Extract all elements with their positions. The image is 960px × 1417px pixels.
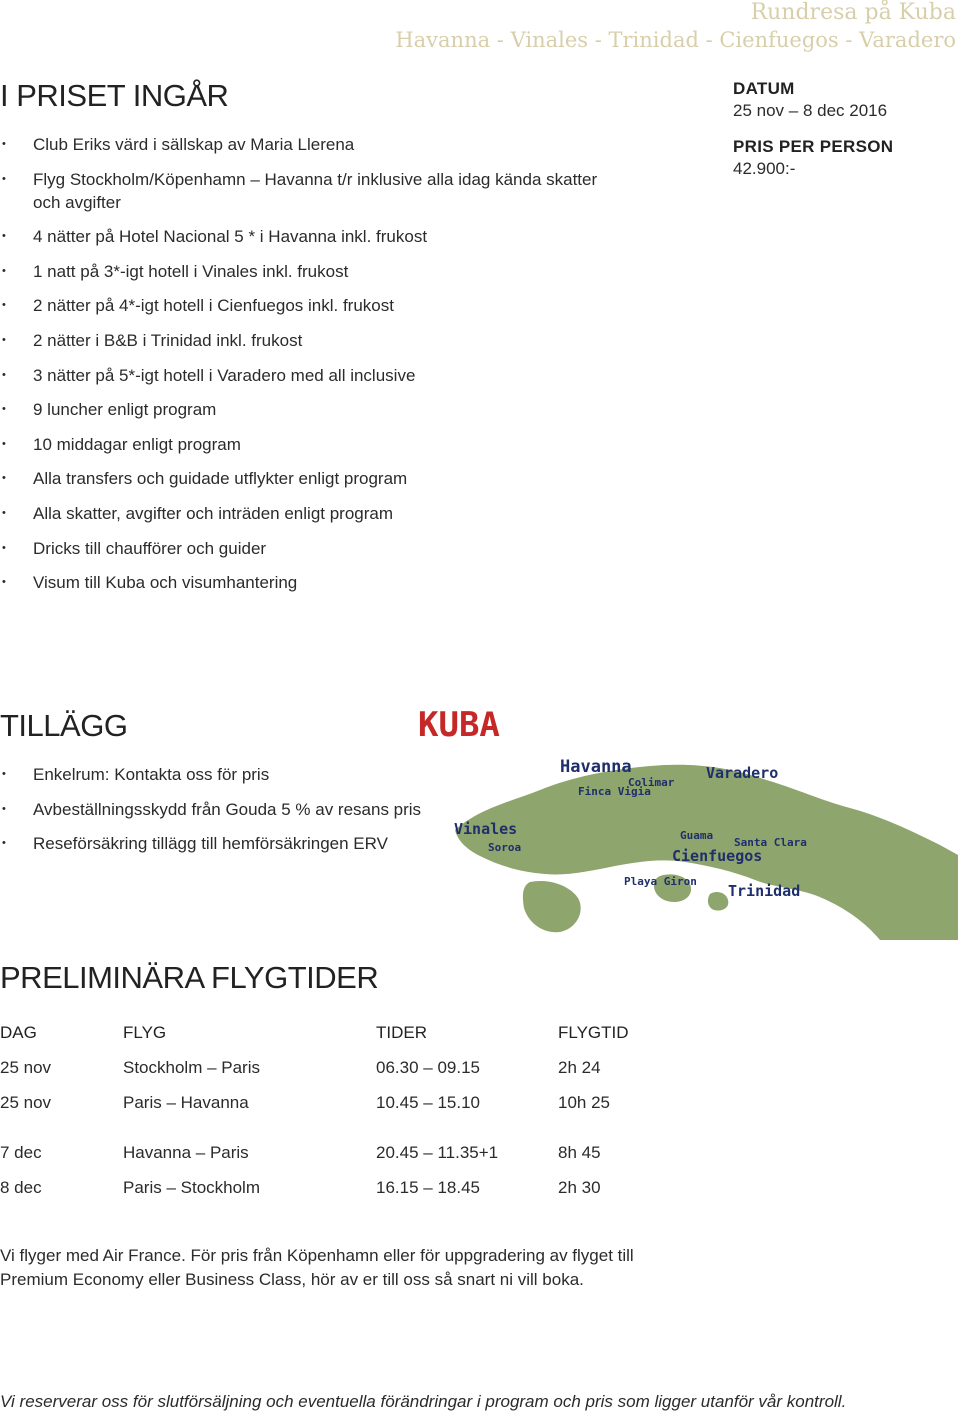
cell-duration: 2h 24 bbox=[558, 1057, 601, 1077]
cell-flight: Stockholm – Paris bbox=[123, 1057, 260, 1077]
cell-flight: Paris – Havanna bbox=[123, 1092, 249, 1112]
list-item: • 1 natt på 3*-igt hotell i Vinales inkl. frukost bbox=[0, 260, 620, 283]
trip-title: Rundresa på Kuba bbox=[750, 0, 956, 25]
cell-day: 8 dec bbox=[0, 1177, 42, 1197]
table-row bbox=[0, 1170, 678, 1205]
disclaimer-footer: Vi reserverar oss för slutförsäljning och eventuella förändringar i program och pris som ligger utanför vår kontroll. bbox=[0, 1392, 847, 1411]
cell-day: 25 nov bbox=[0, 1057, 52, 1077]
cell-times: 20.45 – 11.35+1 bbox=[376, 1142, 499, 1162]
list-item: • 4 nätter på Hotel Nacional 5 * i Havanna inkl. frukost bbox=[0, 225, 620, 248]
date-label: DATUM bbox=[733, 79, 795, 98]
map-title: KUBA bbox=[418, 705, 500, 745]
price-value: 42.900:- bbox=[733, 159, 796, 178]
cell-flight: Havanna – Paris bbox=[123, 1142, 249, 1162]
cell-duration: 8h 45 bbox=[558, 1142, 601, 1162]
flight-table bbox=[0, 1016, 678, 1205]
list-item: • Avbeställningsskydd från Gouda 5 % av resans pris bbox=[0, 798, 430, 821]
col-flight: FLYG bbox=[123, 1023, 167, 1042]
map-label-colimar: Colimar bbox=[628, 776, 675, 789]
table-row bbox=[0, 1085, 678, 1120]
price-label: PRIS PER PERSON bbox=[733, 137, 894, 156]
map-label-santa-clara: Santa Clara bbox=[734, 836, 807, 849]
cell-flight: Paris – Stockholm bbox=[123, 1177, 260, 1197]
flight-note: Vi flyger med Air France. För pris från Köpenhamn eller för uppgradering av flyget till Premium Economy eller Business Class, hör av er till oss så snart ni vill boka. bbox=[0, 1246, 634, 1289]
list-item: • Alla transfers och guidade utflykter enligt program bbox=[0, 467, 620, 490]
trip-header bbox=[395, 0, 956, 54]
list-item: • 9 luncher enligt program bbox=[0, 398, 620, 421]
extras-list bbox=[0, 763, 430, 867]
table-spacer bbox=[0, 1120, 678, 1135]
map-label-finca: Finca Vigia bbox=[578, 785, 651, 798]
map-label-guama: Guama bbox=[680, 829, 714, 842]
trip-info-sidebar bbox=[733, 78, 953, 194]
flights-heading: PRELIMINÄRA FLYGTIDER bbox=[0, 960, 379, 995]
cell-day: 25 nov bbox=[0, 1092, 52, 1112]
cell-times: 16.15 – 18.45 bbox=[376, 1177, 480, 1197]
map-label-soroa: Soroa bbox=[488, 841, 522, 854]
cell-times: 06.30 – 09.15 bbox=[376, 1057, 480, 1077]
map-label-cienfuegos: Cienfuegos bbox=[672, 847, 763, 865]
list-item: • Alla skatter, avgifter och inträden enligt program bbox=[0, 502, 620, 525]
list-item: • 2 nätter i B&B i Trinidad inkl. frukost bbox=[0, 329, 620, 352]
map-label-trinidad: Trinidad bbox=[728, 882, 801, 900]
included-list bbox=[0, 133, 620, 606]
list-item: • Reseförsäkring tillägg till hemförsäkringen ERV bbox=[0, 832, 430, 855]
cell-duration: 10h 25 bbox=[558, 1092, 610, 1112]
list-item: • 2 nätter på 4*-igt hotell i Cienfuegos inkl. frukost bbox=[0, 294, 620, 317]
list-item: • Club Eriks värd i sällskap av Maria Llerena bbox=[0, 133, 620, 156]
list-item: • Dricks till chaufförer och guider bbox=[0, 537, 620, 560]
list-item: • Enkelrum: Kontakta oss för pris bbox=[0, 763, 430, 786]
map-label-vinales: Vinales bbox=[454, 820, 518, 838]
col-day: DAG bbox=[0, 1023, 37, 1042]
cell-day: 7 dec bbox=[0, 1142, 42, 1162]
trip-route: Havanna - Vinales - Trinidad - Cienfuegos - Varadero bbox=[395, 28, 956, 52]
extras-heading: TILLÄGG bbox=[0, 708, 128, 743]
table-row bbox=[0, 1050, 678, 1085]
map-label-playa-giron: Playa Giron bbox=[624, 875, 697, 888]
cell-duration: 2h 30 bbox=[558, 1177, 601, 1197]
map-label-havanna: Havanna bbox=[560, 757, 632, 777]
date-value: 25 nov – 8 dec 2016 bbox=[733, 101, 888, 120]
included-heading: I PRISET INGÅR bbox=[0, 78, 229, 113]
list-item: • Flyg Stockholm/Köpenhamn – Havanna t/r inklusive alla idag kända skatter och avgifter bbox=[0, 168, 620, 214]
table-row bbox=[0, 1135, 678, 1170]
col-duration: FLYGTID bbox=[558, 1023, 629, 1042]
map-label-varadero: Varadero bbox=[706, 764, 779, 782]
cell-times: 10.45 – 15.10 bbox=[376, 1092, 480, 1112]
list-item: • 3 nätter på 5*-igt hotell i Varadero med all inclusive bbox=[0, 364, 620, 387]
table-header-row bbox=[0, 1016, 678, 1050]
list-item: • 10 middagar enligt program bbox=[0, 433, 620, 456]
col-times: TIDER bbox=[376, 1023, 427, 1042]
list-item: • Visum till Kuba och visumhantering bbox=[0, 571, 620, 594]
cuba-map bbox=[410, 690, 958, 940]
